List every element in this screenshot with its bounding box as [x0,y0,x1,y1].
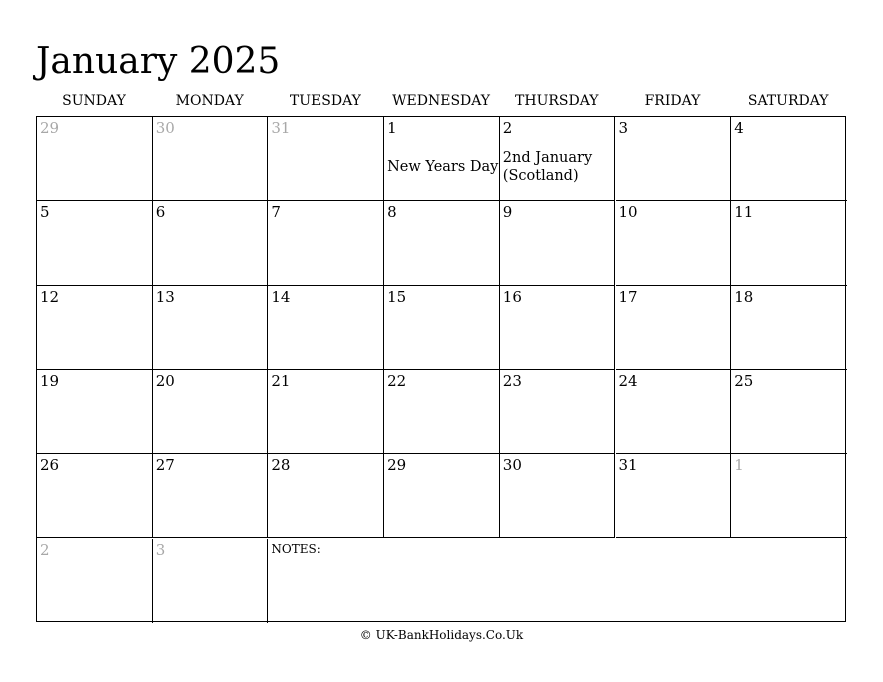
day-number: 25 [734,371,754,390]
day-number: 29 [387,456,407,475]
day-number: 29 [40,119,60,137]
day-number: 11 [734,203,754,222]
day-number: 9 [502,203,513,222]
day-number: 10 [618,203,638,222]
day-cell[interactable] [731,454,847,538]
day-cell[interactable] [616,201,732,285]
day-number: 5 [40,203,50,222]
day-cell[interactable] [500,454,616,538]
day-number: 21 [271,371,291,390]
day-number: 3 [618,119,629,137]
day-cell[interactable] [731,370,847,454]
day-cell[interactable] [731,117,847,201]
weekday-header-sunday: SUNDAY [62,93,126,109]
day-number: 17 [618,287,638,306]
day-number: 16 [502,287,522,306]
day-number: 22 [387,371,407,390]
weekday-header-monday: MONDAY [175,93,244,109]
day-cell[interactable] [268,201,384,285]
day-cell[interactable] [731,201,847,285]
day-number: 6 [155,203,166,222]
day-cell[interactable] [153,286,269,370]
day-cell[interactable] [37,117,153,201]
day-cell[interactable] [153,539,269,623]
day-cell[interactable] [268,117,384,201]
day-cell[interactable] [616,454,732,538]
day-number: 31 [618,456,638,475]
day-number: 31 [271,119,291,137]
day-cell[interactable] [37,454,153,538]
weekday-header-friday: FRIDAY [644,93,701,109]
holiday-label: New Years Day [387,159,499,175]
day-number: 3 [155,540,166,559]
weekday-header-tuesday: TUESDAY [289,93,361,109]
day-number: 2 [502,119,513,137]
day-cell[interactable] [268,454,384,538]
copyright-footer: © UK-BankHolidays.Co.Uk [359,628,524,642]
notes-area[interactable] [268,539,847,623]
day-number: 23 [502,371,522,390]
day-number: 30 [155,119,175,137]
day-number: 14 [271,287,291,306]
day-number: 13 [155,287,175,306]
day-cell[interactable] [37,539,153,623]
day-cell[interactable] [731,286,847,370]
day-cell[interactable] [268,286,384,370]
day-number: 2 [40,540,50,559]
day-cell[interactable] [268,370,384,454]
day-cell[interactable] [616,370,732,454]
day-number: 4 [734,119,744,137]
day-number: 1 [387,119,397,137]
day-number: 27 [155,456,175,475]
day-cell[interactable] [500,370,616,454]
notes-label: NOTES: [271,541,321,556]
calendar-grid [36,116,846,622]
day-number: 1 [734,456,744,475]
day-cell[interactable] [37,286,153,370]
calendar-title: January 2025 [36,41,281,82]
day-cell[interactable] [384,117,500,201]
day-cell[interactable] [616,117,732,201]
day-cell[interactable] [153,201,269,285]
weekday-header-wednesday: WEDNESDAY [392,93,491,109]
day-cell[interactable] [153,454,269,538]
day-cell[interactable] [37,370,153,454]
day-number: 12 [40,287,60,306]
day-cell[interactable] [616,286,732,370]
day-number: 30 [502,456,522,475]
day-number: 26 [40,456,60,475]
day-cell[interactable] [500,117,616,201]
day-cell[interactable] [384,370,500,454]
day-cell[interactable] [384,286,500,370]
day-number: 28 [271,456,291,475]
weekday-header-thursday: THURSDAY [515,93,599,109]
day-cell[interactable] [500,201,616,285]
day-cell[interactable] [153,370,269,454]
day-cell[interactable] [37,201,153,285]
day-cell[interactable] [384,454,500,538]
day-number: 20 [155,371,175,390]
day-number: 19 [40,371,60,390]
day-number: 15 [387,287,407,306]
day-number: 18 [734,287,754,306]
weekday-header-saturday: SATURDAY [747,93,829,109]
holiday-label: 2nd January (Scotland) [502,150,593,184]
day-number: 7 [271,203,281,222]
day-cell[interactable] [153,117,269,201]
day-cell[interactable] [384,201,500,285]
day-number: 24 [618,371,638,390]
day-number: 8 [387,203,397,222]
day-cell[interactable] [500,286,616,370]
